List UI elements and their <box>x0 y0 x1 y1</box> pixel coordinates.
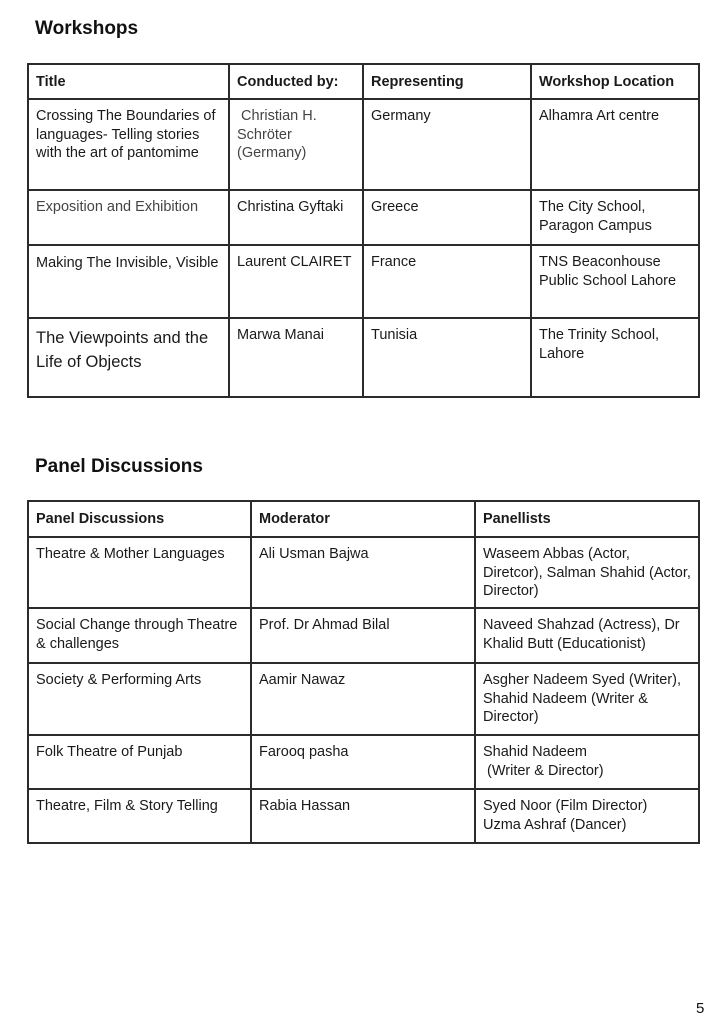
table-row <box>28 318 699 397</box>
table-row <box>28 608 699 663</box>
panel-moderator: Aamir Nawaz <box>251 663 475 735</box>
panel-topic: Social Change through Theatre & challenges <box>28 608 251 663</box>
panel-topic: Folk Theatre of Punjab <box>28 735 251 789</box>
workshop-title: The Viewpoints and the Life of Objects <box>28 318 229 397</box>
table-row <box>28 99 699 190</box>
workshop-location: Alhamra Art centre <box>531 99 699 190</box>
column-header-representing: Representing <box>363 64 531 99</box>
panel-panellists <box>475 735 699 789</box>
workshop-conductor: Christina Gyftaki <box>229 190 363 245</box>
panellist-line: (Writer & Director) <box>483 762 604 779</box>
panel-moderator: Farooq pasha <box>251 735 475 789</box>
panel-panellists: Waseem Abbas (Actor, Diretcor), Salman Shahid (Actor, Director) <box>475 537 699 608</box>
panel-discussions-heading: Panel Discussions <box>35 456 203 477</box>
panel-discussions-table <box>27 500 700 844</box>
workshop-conductor: Laurent CLAIRET <box>229 245 363 318</box>
workshop-representing: Germany <box>363 99 531 190</box>
workshop-representing: Greece <box>363 190 531 245</box>
column-header-panellists: Panellists <box>475 501 699 537</box>
panel-panellists <box>475 789 699 843</box>
workshop-location: TNS Beaconhouse Public School Lahore <box>531 245 699 318</box>
workshop-location: The Trinity School, Lahore <box>531 318 699 397</box>
table-row <box>28 245 699 318</box>
workshop-representing: France <box>363 245 531 318</box>
panel-topic: Theatre & Mother Languages <box>28 537 251 608</box>
panel-moderator: Prof. Dr Ahmad Bilal <box>251 608 475 663</box>
panel-moderator: Rabia Hassan <box>251 789 475 843</box>
table-header-row <box>28 64 699 99</box>
table-header-row <box>28 501 699 537</box>
table-row <box>28 735 699 789</box>
panellist-line: Shahid Nadeem <box>483 744 587 760</box>
panellist-line: Uzma Ashraf (Dancer) <box>483 816 627 833</box>
panel-panellists: Naveed Shahzad (Actress), Dr Khalid Butt (Educationist) <box>475 608 699 663</box>
workshops-heading: Workshops <box>35 18 139 39</box>
workshop-title: Crossing The Boundaries of languages- Telling stories with the art of pantomime <box>28 99 229 190</box>
page-number: 5 <box>696 1000 705 1017</box>
workshop-conductor: Marwa Manai <box>229 318 363 397</box>
workshop-conductor: Christian H. Schröter (Germany) <box>229 99 363 190</box>
column-header-workshop-location: Workshop Location <box>531 64 699 99</box>
column-header-panel-discussions: Panel Discussions <box>28 501 251 537</box>
table-row <box>28 663 699 735</box>
table-row <box>28 190 699 245</box>
workshop-title: Making The Invisible, Visible <box>28 245 229 318</box>
panel-panellists: Asgher Nadeem Syed (Writer), Shahid Nadeem (Writer & Director) <box>475 663 699 735</box>
workshops-table <box>27 63 700 398</box>
column-header-title: Title <box>28 64 229 99</box>
column-header-moderator: Moderator <box>251 501 475 537</box>
panel-topic: Theatre, Film & Story Telling <box>28 789 251 843</box>
panellist-line: Syed Noor (Film Director) <box>483 798 648 814</box>
column-header-conducted-by: Conducted by: <box>229 64 363 99</box>
panel-moderator: Ali Usman Bajwa <box>251 537 475 608</box>
workshop-location: The City School, Paragon Campus <box>531 190 699 245</box>
workshop-title: Exposition and Exhibition <box>28 190 229 245</box>
workshop-representing: Tunisia <box>363 318 531 397</box>
table-row <box>28 789 699 843</box>
table-row <box>28 537 699 608</box>
panel-topic: Society & Performing Arts <box>28 663 251 735</box>
